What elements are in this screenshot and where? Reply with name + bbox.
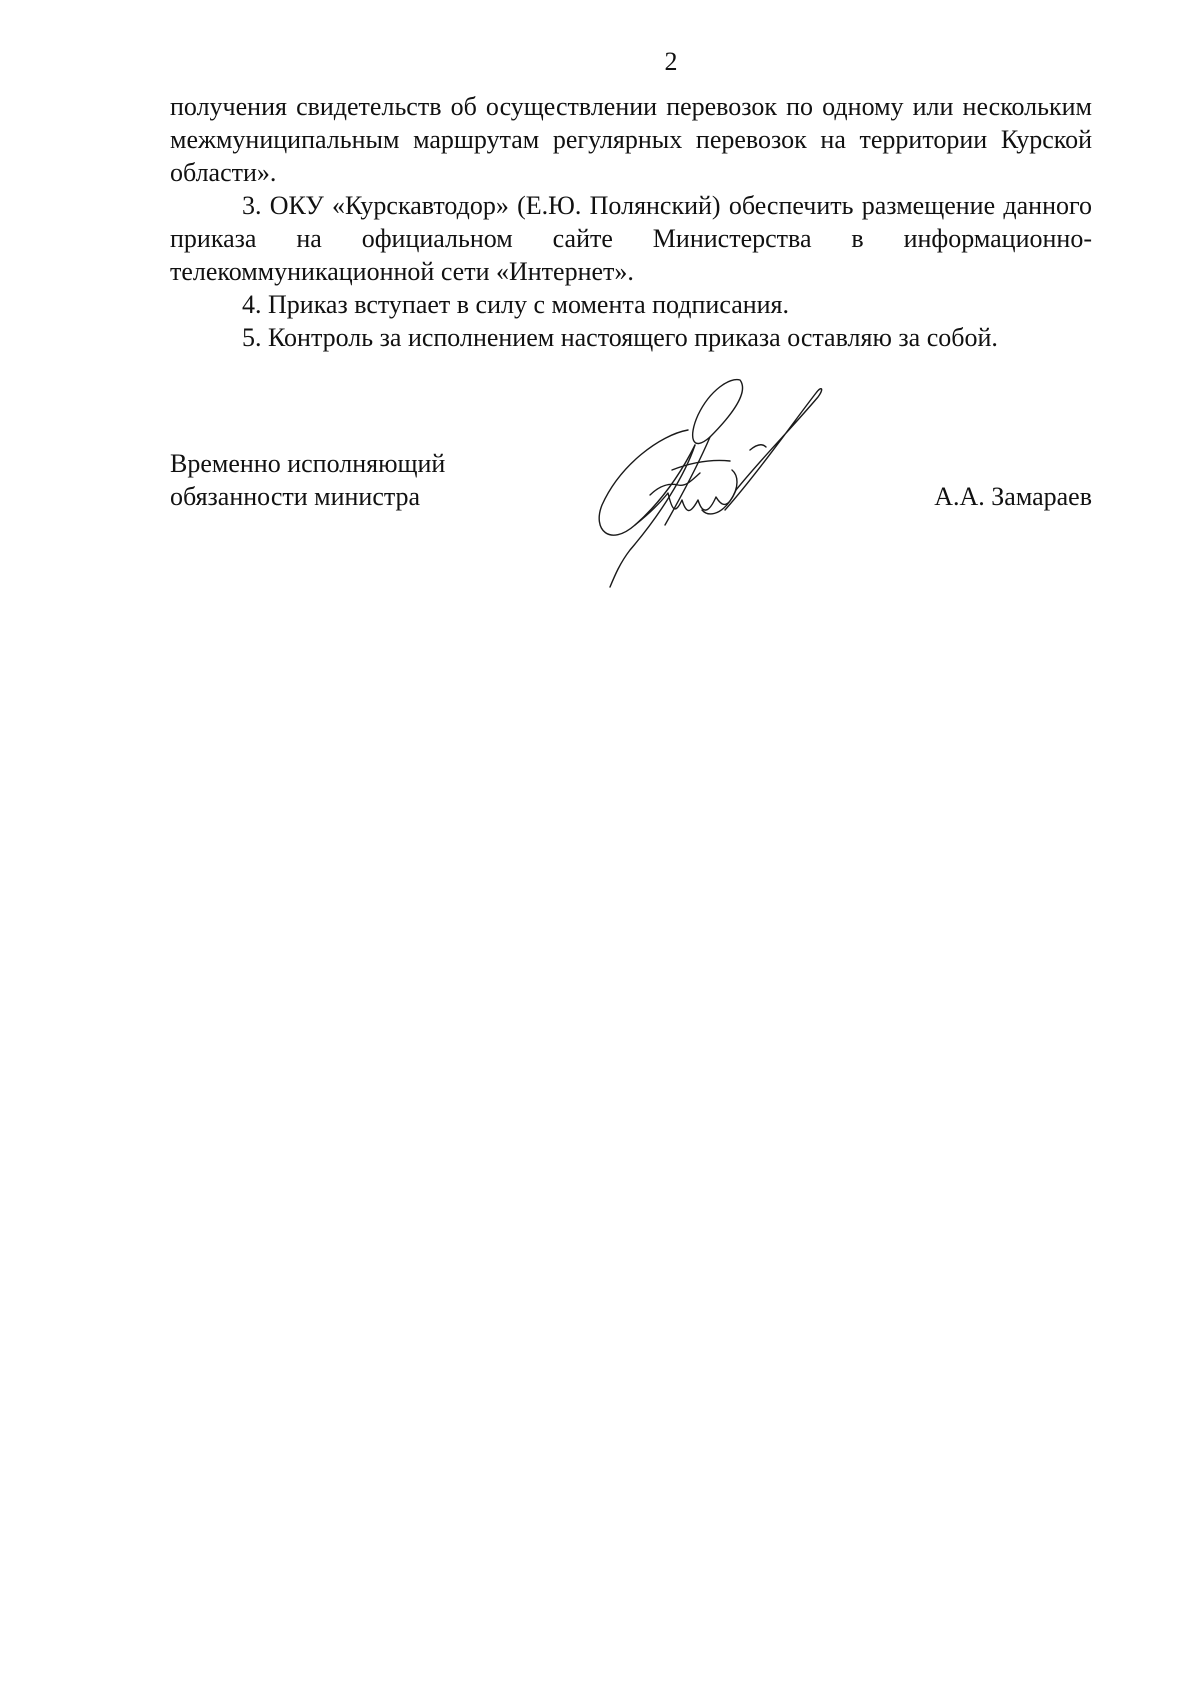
paragraph-item-5: 5. Контроль за исполнением настоящего приказа оставляю за собой. xyxy=(242,323,998,352)
signature-stroke xyxy=(650,473,700,495)
page-number: 2 xyxy=(664,47,678,76)
paragraph-continuation: получения свидетельств об осуществлении перевозок по одному или нескольким межмуниципальным маршрутам регулярных перевозок на территории Курской области». xyxy=(170,92,1092,187)
signatory-position-line-1: Временно исполняющий xyxy=(170,449,446,478)
signature-stroke xyxy=(672,460,730,470)
signature-icon xyxy=(590,375,870,590)
signatory-position xyxy=(170,447,445,513)
signatory-position-line-2: обязанности министра xyxy=(170,482,421,511)
signature-stroke xyxy=(702,470,737,514)
paragraph-item-4: 4. Приказ вступает в силу с момента подписания. xyxy=(242,290,790,319)
signature-stroke xyxy=(750,445,766,450)
signature-stroke xyxy=(725,389,822,510)
signature-stroke xyxy=(599,430,695,535)
document-body xyxy=(170,90,1092,354)
signatory-name: А.А. Замараев xyxy=(934,482,1092,511)
paragraph-item-3: 3. ОКУ «Курскавтодор» (Е.Ю. Полянский) обеспечить размещение данного приказа на официальном сайте Министерства в информационно-телекоммуникационной сети «Интернет». xyxy=(170,191,1092,286)
signature-stroke xyxy=(693,380,743,444)
